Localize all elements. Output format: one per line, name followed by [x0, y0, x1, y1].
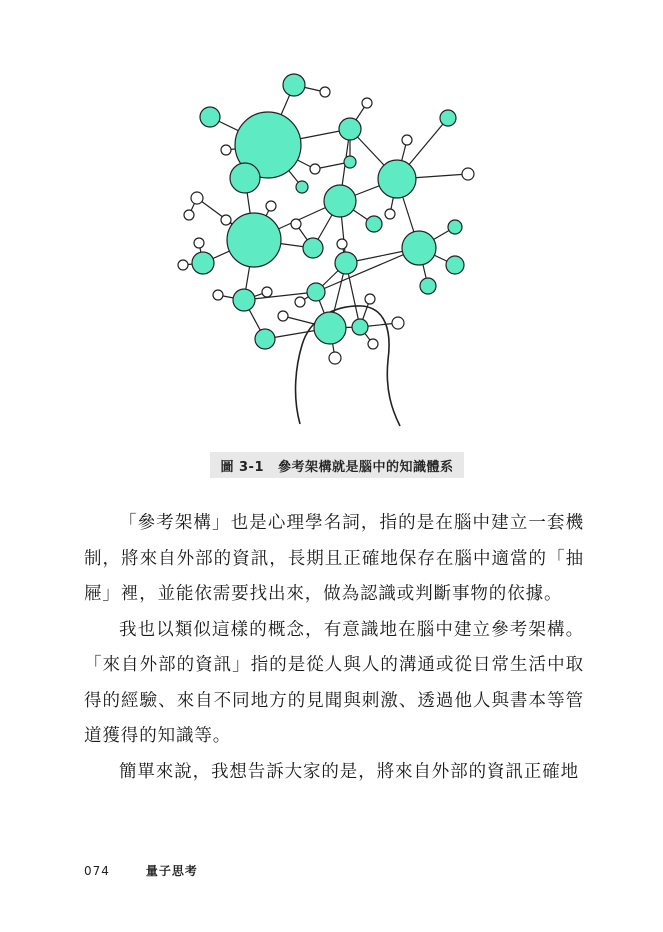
network-node-small [221, 215, 231, 225]
network-node [339, 118, 361, 140]
network-node [233, 289, 255, 311]
network-node-small [365, 294, 375, 304]
network-node-small [385, 209, 395, 219]
network-node-small [392, 317, 404, 329]
page-footer [84, 862, 198, 879]
figure-caption-text: 參考架構就是腦中的知識體系 [278, 459, 454, 475]
network-node [344, 156, 356, 168]
network-node [296, 181, 308, 193]
body-text [84, 506, 584, 790]
network-node [335, 252, 357, 274]
network-node-small [368, 339, 378, 349]
network-node-small [310, 164, 320, 174]
network-node [324, 185, 356, 217]
network-node [446, 256, 464, 274]
network-node [440, 110, 456, 126]
network-node [192, 252, 214, 274]
network-node-small [184, 210, 194, 220]
paragraph-2: 我也以類似這樣的概念，有意識地在腦中建立參考架構。「來自外部的資訊」指的是從人與人的溝通或從日常生活中取得的經驗、來自不同地方的見聞與刺激、透過他人與書本等管道獲得的知識等。 [84, 619, 584, 746]
network-node [255, 329, 275, 349]
figure-number: 圖 3-1 [220, 459, 264, 475]
page-number: 074 [84, 864, 110, 878]
network-node-small [362, 98, 372, 108]
network-node [448, 220, 462, 234]
network-node [314, 312, 346, 344]
network-node [366, 216, 382, 232]
network-node [227, 213, 281, 267]
paragraph-1: 「參考架構」也是心理學名詞，指的是在腦中建立一套機制，將來自外部的資訊，長期且正確地保存在腦中適當的「抽屜」裡，並能依需要找出來，做為認識或判斷事物的依據。 [84, 513, 584, 604]
network-node-small [191, 192, 203, 204]
network-node-small [266, 201, 276, 211]
network-node [402, 231, 436, 265]
paragraph-3: 簡單來說，我想告訴大家的是，將來自外部的資訊正確地 [119, 761, 579, 782]
network-node-small [329, 352, 341, 364]
network-node-small [221, 145, 231, 155]
figure-caption [210, 452, 464, 478]
network-node-small [194, 238, 204, 248]
book-title: 量子思考 [145, 864, 198, 878]
network-node-small [213, 290, 223, 300]
network-node-small [320, 87, 330, 97]
network-node [352, 319, 368, 335]
network-node [200, 107, 220, 127]
network-node-small [462, 168, 474, 180]
network-node [303, 238, 323, 258]
network-node-small [295, 297, 305, 307]
network-node [283, 74, 305, 96]
brain-network-illustration [0, 0, 663, 440]
network-node-small [278, 311, 288, 321]
network-node [230, 163, 260, 193]
network-node-small [402, 135, 412, 145]
network-node-small [262, 287, 272, 297]
network-node [378, 160, 416, 198]
network-node-small [337, 239, 347, 249]
network-node-small [291, 219, 301, 229]
network-node-small [178, 260, 188, 270]
network-node [307, 283, 325, 301]
network-node [420, 278, 436, 294]
